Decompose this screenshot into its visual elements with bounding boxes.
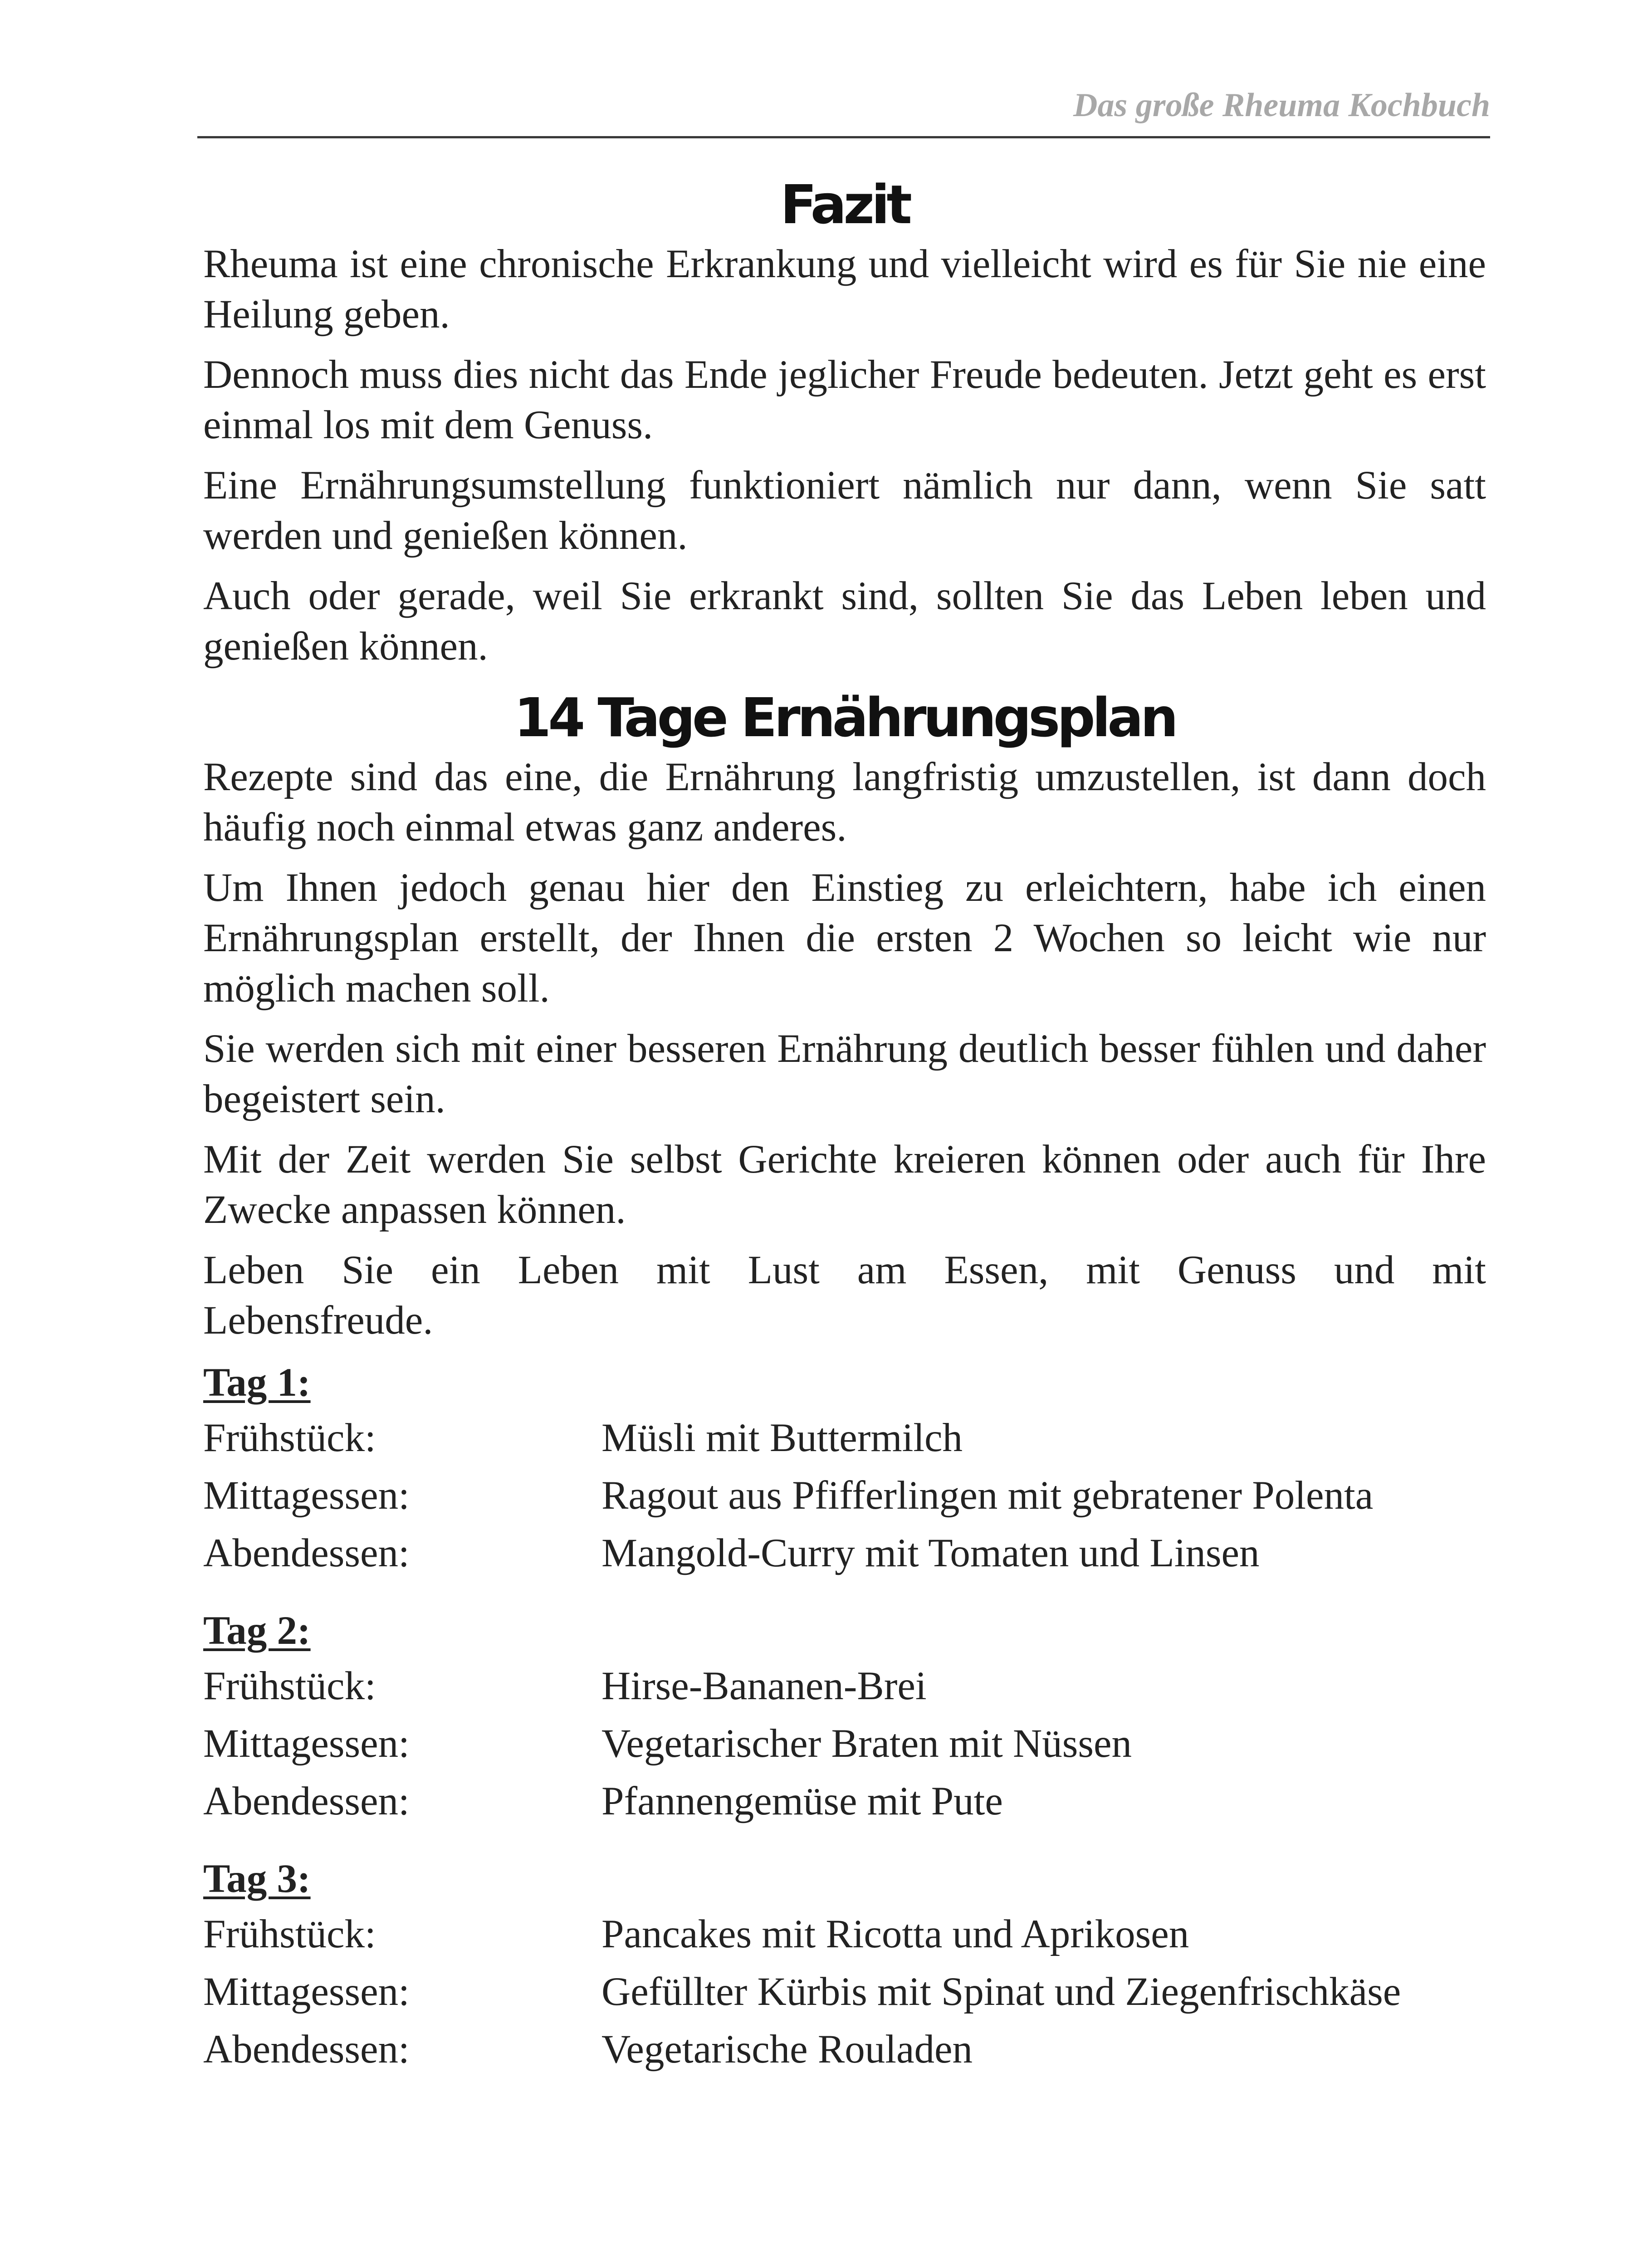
day-title: Tag 2: — [203, 1608, 311, 1653]
meal-label: Abendessen: — [203, 1531, 410, 1576]
meal-dish: Hirse-Bananen-Brei — [601, 1664, 927, 1709]
meal-row-lunch — [203, 1715, 1486, 1773]
plan-paragraph-4: Mit der Zeit werden Sie selbst Gerichte kreieren können oder auch für Ihre Zwecke anpassen können. — [203, 1137, 1486, 1232]
meal-label: Mittagessen: — [203, 1721, 410, 1766]
meal-row-breakfast — [203, 1657, 1486, 1715]
meal-label: Frühstück: — [203, 1664, 376, 1709]
fazit-paragraph-1: Rheuma ist eine chronische Erkrankung und vielleicht wird es für Sie nie eine Heilung geben. — [203, 242, 1486, 337]
fazit-paragraph-4: Auch oder gerade, weil Sie erkrankt sind, sollten Sie das Leben leben und genießen können. — [203, 574, 1486, 669]
meal-dish: Vegetarischer Braten mit Nüssen — [601, 1721, 1132, 1766]
fazit-heading: Fazit — [780, 173, 909, 236]
meal-label: Abendessen: — [203, 1779, 410, 1824]
day-title: Tag 3: — [203, 1857, 311, 1901]
meal-dish: Ragout aus Pfifferlingen mit gebratener Polenta — [601, 1473, 1374, 1518]
meal-dish: Pfannengemüse mit Pute — [601, 1779, 1003, 1824]
header-rule — [197, 136, 1490, 138]
meal-dish: Pancakes mit Ricotta und Aprikosen — [601, 1912, 1189, 1957]
meal-label: Mittagessen: — [203, 1970, 410, 2014]
fazit-paragraph-3: Eine Ernährungsumstellung funktioniert nämlich nur dann, wenn Sie satt werden und genießen können. — [203, 463, 1486, 558]
day-block-2 — [203, 1604, 1486, 1830]
meal-row-dinner — [203, 1773, 1486, 1830]
plan-heading: 14 Tage Ernährungsplan — [514, 686, 1175, 749]
meal-dish: Vegetarische Rouladen — [601, 2027, 973, 2072]
meal-dish: Mangold-Curry mit Tomaten und Linsen — [601, 1531, 1260, 1576]
day-block-3 — [203, 1852, 1486, 2078]
meal-row-breakfast — [203, 1906, 1486, 1963]
meal-row-breakfast — [203, 1409, 1486, 1467]
plan-section — [203, 688, 1486, 2078]
meal-label: Frühstück: — [203, 1416, 376, 1461]
meal-row-lunch — [203, 1467, 1486, 1525]
fazit-section — [203, 175, 1486, 672]
day-block-1 — [203, 1356, 1486, 1582]
plan-paragraph-3: Sie werden sich mit einer besseren Ernährung deutlich besser fühlen und daher begeistert sein. — [203, 1026, 1486, 1122]
plan-paragraph-5: Leben Sie ein Leben mit Lust am Essen, mit Genuss und mit Lebensfreude. — [203, 1248, 1486, 1343]
meal-row-dinner — [203, 2021, 1486, 2078]
meal-dish: Müsli mit Buttermilch — [601, 1416, 963, 1461]
plan-paragraph-1: Rezepte sind das eine, die Ernährung langfristig umzustellen, ist dann doch häufig noch einmal etwas ganz anderes. — [203, 755, 1486, 850]
day-title: Tag 1: — [203, 1360, 311, 1405]
running-header-title: Das große Rheuma Kochbuch — [1073, 87, 1490, 124]
meal-label: Mittagessen: — [203, 1473, 410, 1518]
page-content — [203, 175, 1486, 2078]
meal-dish: Gefüllter Kürbis mit Spinat und Ziegenfrischkäse — [601, 1970, 1401, 2014]
meal-label: Abendessen: — [203, 2027, 410, 2072]
meal-row-dinner — [203, 1525, 1486, 1582]
plan-paragraph-2: Um Ihnen jedoch genau hier den Einstieg zu erleichtern, habe ich einen Ernährungsplan erstellt, der Ihnen die ersten 2 Wochen so leicht wie nur möglich machen soll. — [203, 865, 1486, 1011]
fazit-paragraph-2: Dennoch muss dies nicht das Ende jeglicher Freude bedeuten. Jetzt geht es erst einmal los mit dem Genuss. — [203, 352, 1486, 448]
meal-label: Frühstück: — [203, 1912, 376, 1957]
meal-row-lunch — [203, 1963, 1486, 2021]
